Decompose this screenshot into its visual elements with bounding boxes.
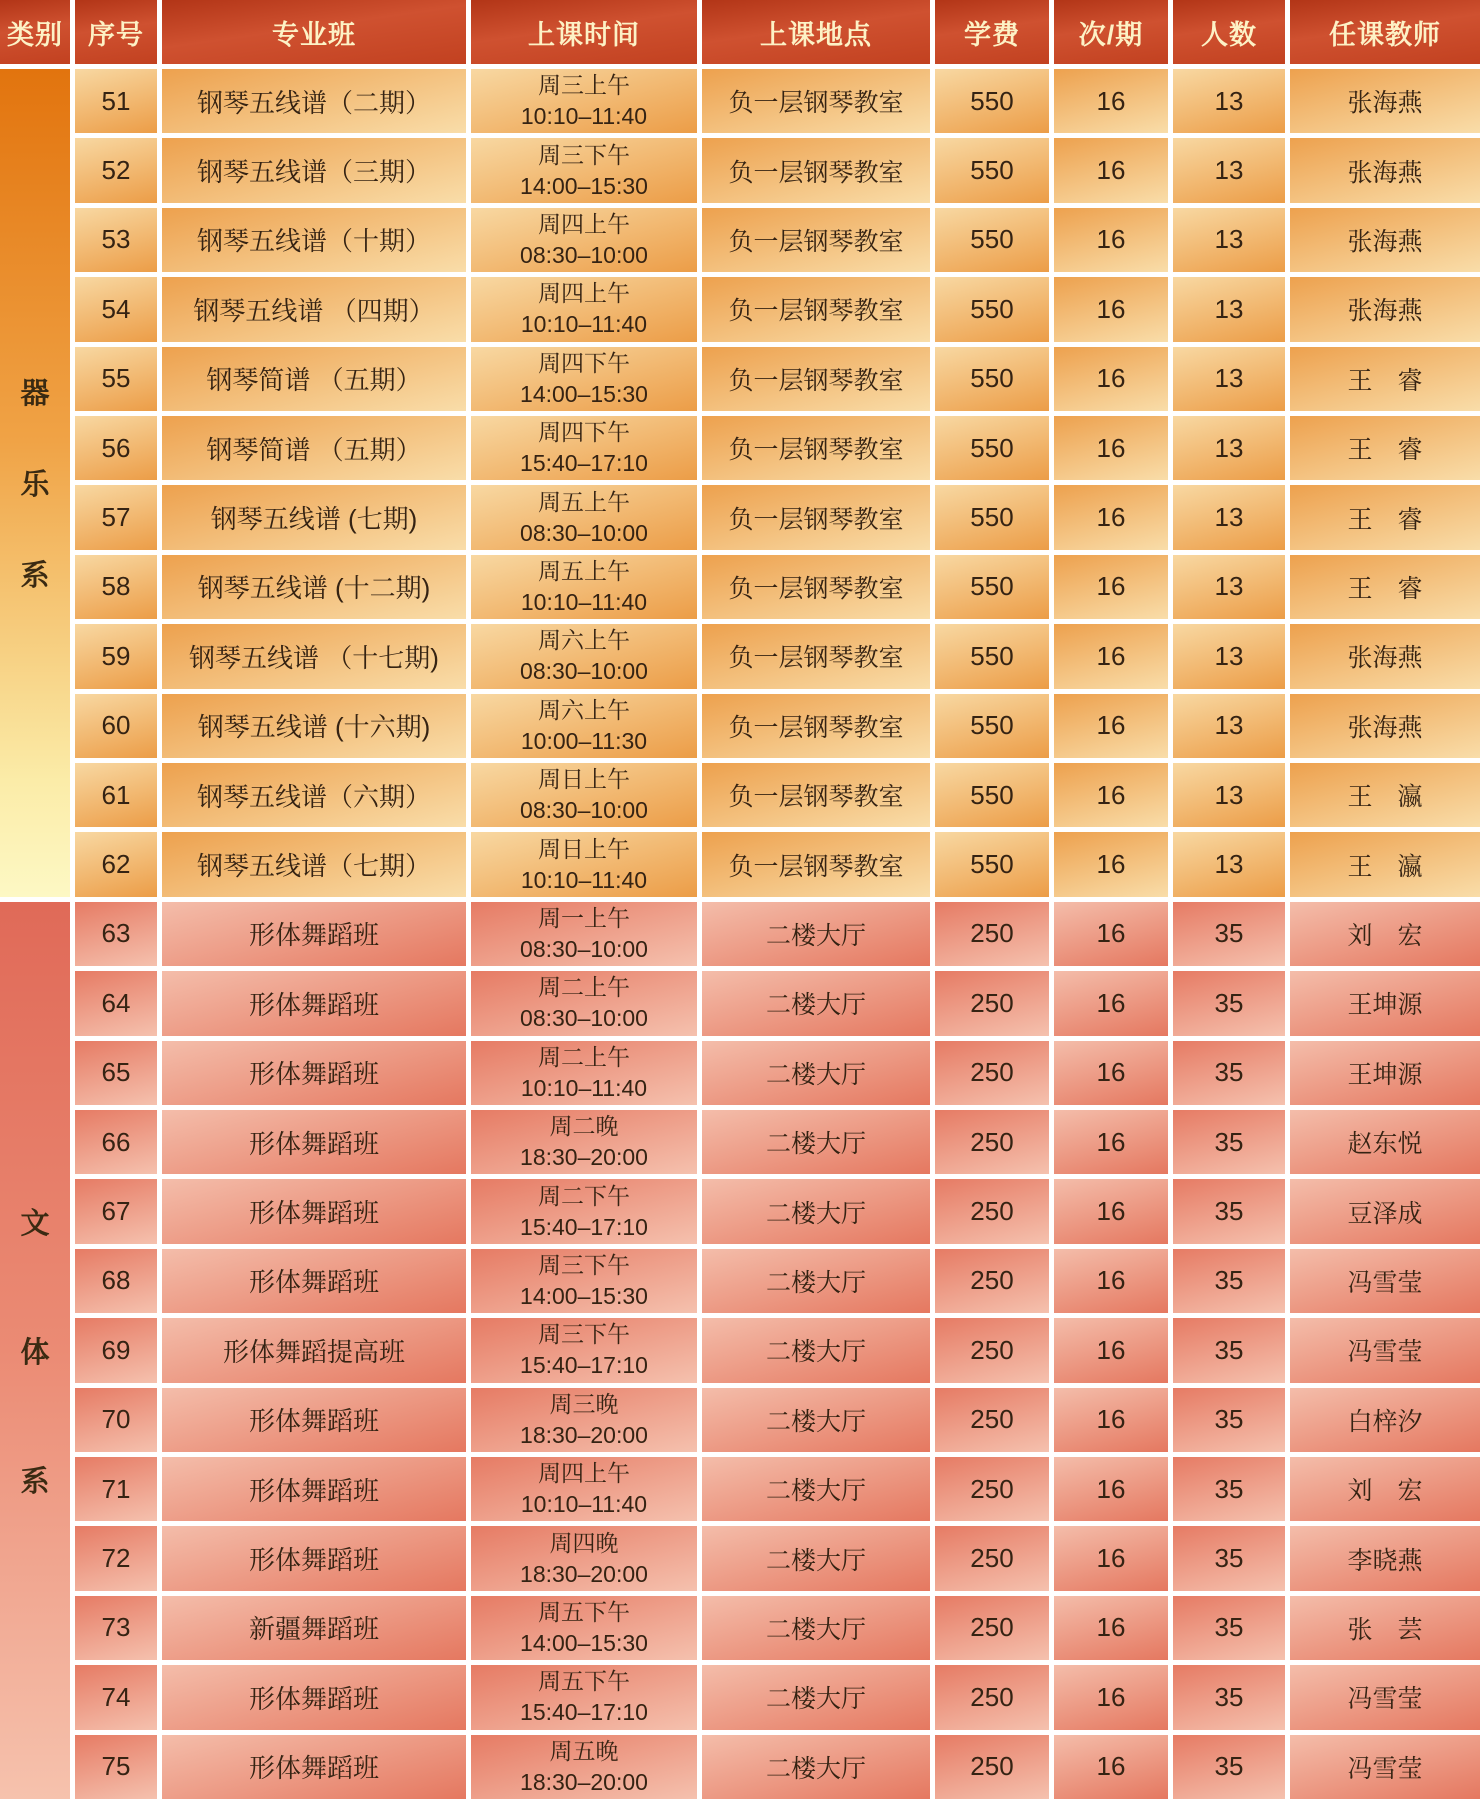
cell-teacher: 王 睿 [1290, 485, 1480, 549]
cell-sessions: 16 [1054, 1041, 1168, 1105]
cell-sessions: 16 [1054, 1526, 1168, 1590]
time-range: 10:10–11:40 [520, 866, 648, 893]
time-range: 15:40–17:10 [520, 1699, 648, 1726]
cell-class: 钢琴五线谱 (七期) [162, 485, 466, 549]
cell-time [471, 138, 697, 202]
time-day: 周四上午 [538, 280, 630, 307]
cell-teacher: 张海燕 [1290, 694, 1480, 758]
cell-no: 66 [75, 1110, 157, 1174]
cell-time [471, 69, 697, 133]
cell-time [471, 416, 697, 480]
cell-sessions: 16 [1054, 208, 1168, 272]
cell-location: 负一层钢琴教室 [702, 416, 930, 480]
cell-no: 58 [75, 555, 157, 619]
time-day: 周五下午 [538, 1598, 630, 1625]
cell-location: 负一层钢琴教室 [702, 208, 930, 272]
category-char: 系 [20, 1465, 50, 1498]
cell-location: 二楼大厅 [702, 902, 930, 966]
cell-class: 形体舞蹈班 [162, 1457, 466, 1521]
cell-fee: 250 [935, 1665, 1049, 1729]
cell-class: 形体舞蹈班 [162, 1388, 466, 1452]
header-teacher: 任课教师 [1290, 0, 1480, 64]
cell-time [471, 694, 697, 758]
cell-time [471, 1179, 697, 1243]
cell-sessions: 16 [1054, 1318, 1168, 1382]
cell-size: 13 [1173, 347, 1285, 411]
cell-location: 二楼大厅 [702, 1735, 930, 1799]
cell-no: 53 [75, 208, 157, 272]
time-range: 10:10–11:40 [520, 103, 648, 130]
time-day: 周二晚 [549, 1113, 619, 1140]
time-range: 14:00–15:30 [520, 1282, 648, 1309]
cell-class: 钢琴简谱 （五期） [162, 416, 466, 480]
cell-size: 35 [1173, 1179, 1285, 1243]
time-range: 15:40–17:10 [520, 450, 648, 477]
cell-class: 钢琴五线谱（二期） [162, 69, 466, 133]
category-char: 器 [20, 378, 50, 411]
cell-location: 二楼大厅 [702, 1457, 930, 1521]
time-range: 08:30–10:00 [520, 1005, 648, 1032]
cell-class: 钢琴五线谱（三期） [162, 138, 466, 202]
cell-class: 钢琴五线谱 （四期） [162, 277, 466, 341]
cell-location: 二楼大厅 [702, 1526, 930, 1590]
cell-time [471, 277, 697, 341]
header-class: 专业班 [162, 0, 466, 64]
time-range: 10:00–11:30 [520, 727, 648, 754]
cell-class: 钢琴五线谱 (十六期) [162, 694, 466, 758]
cell-no: 69 [75, 1318, 157, 1382]
cell-teacher: 张海燕 [1290, 208, 1480, 272]
cell-fee: 250 [935, 1110, 1049, 1174]
cell-fee: 550 [935, 763, 1049, 827]
cell-class: 形体舞蹈班 [162, 971, 466, 1035]
time-range: 18:30–20:00 [520, 1144, 648, 1171]
cell-location: 二楼大厅 [702, 1388, 930, 1452]
cell-fee: 250 [935, 1318, 1049, 1382]
cell-location: 负一层钢琴教室 [702, 832, 930, 896]
time-day: 周六上午 [538, 627, 630, 654]
cell-location: 负一层钢琴教室 [702, 763, 930, 827]
time-day: 周五下午 [538, 1668, 630, 1695]
cell-location: 负一层钢琴教室 [702, 347, 930, 411]
category-char: 体 [20, 1336, 50, 1369]
cell-teacher: 王 瀛 [1290, 832, 1480, 896]
cell-size: 13 [1173, 624, 1285, 688]
cell-sessions: 16 [1054, 1179, 1168, 1243]
time-day: 周六上午 [538, 696, 630, 723]
cell-teacher: 冯雪莹 [1290, 1735, 1480, 1799]
cell-location: 二楼大厅 [702, 1318, 930, 1382]
cell-time [471, 1596, 697, 1660]
time-range: 08:30–10:00 [520, 241, 648, 268]
time-range: 10:10–11:40 [520, 1074, 648, 1101]
header-fee: 学费 [935, 0, 1049, 64]
cell-size: 35 [1173, 1665, 1285, 1729]
cell-class: 形体舞蹈班 [162, 1110, 466, 1174]
cell-size: 13 [1173, 832, 1285, 896]
cell-class: 形体舞蹈提高班 [162, 1318, 466, 1382]
cell-location: 负一层钢琴教室 [702, 485, 930, 549]
cell-fee: 550 [935, 485, 1049, 549]
cell-teacher: 王 瀛 [1290, 763, 1480, 827]
cell-no: 59 [75, 624, 157, 688]
cell-sessions: 16 [1054, 138, 1168, 202]
header-sessions: 次/期 [1054, 0, 1168, 64]
cell-sessions: 16 [1054, 694, 1168, 758]
time-day: 周五上午 [538, 488, 630, 515]
cell-class: 钢琴五线谱 (十二期) [162, 555, 466, 619]
cell-time [471, 347, 697, 411]
time-range: 08:30–10:00 [520, 935, 648, 962]
cell-sessions: 16 [1054, 1110, 1168, 1174]
cell-time [471, 624, 697, 688]
cell-sessions: 16 [1054, 347, 1168, 411]
cell-size: 35 [1173, 1249, 1285, 1313]
cell-location: 负一层钢琴教室 [702, 69, 930, 133]
cell-sessions: 16 [1054, 1457, 1168, 1521]
cell-location: 二楼大厅 [702, 1665, 930, 1729]
category-char: 系 [20, 560, 50, 593]
cell-teacher: 张海燕 [1290, 624, 1480, 688]
cell-fee: 250 [935, 902, 1049, 966]
cell-time [471, 1457, 697, 1521]
time-day: 周五晚 [549, 1737, 619, 1764]
category-char: 文 [20, 1207, 50, 1240]
time-day: 周二上午 [538, 974, 630, 1001]
cell-size: 13 [1173, 208, 1285, 272]
cell-no: 54 [75, 277, 157, 341]
cell-time [471, 485, 697, 549]
cell-size: 35 [1173, 1596, 1285, 1660]
cell-teacher: 张海燕 [1290, 138, 1480, 202]
cell-class: 钢琴简谱 （五期） [162, 347, 466, 411]
time-day: 周三下午 [538, 1251, 630, 1278]
cell-size: 13 [1173, 138, 1285, 202]
cell-size: 13 [1173, 416, 1285, 480]
header-location: 上课地点 [702, 0, 930, 64]
cell-teacher: 张 芸 [1290, 1596, 1480, 1660]
cell-no: 61 [75, 763, 157, 827]
cell-class: 新疆舞蹈班 [162, 1596, 466, 1660]
cell-time [471, 902, 697, 966]
time-day: 周四上午 [538, 1460, 630, 1487]
cell-size: 13 [1173, 485, 1285, 549]
time-day: 周二下午 [538, 1182, 630, 1209]
cell-time [471, 1249, 697, 1313]
cell-class: 钢琴五线谱（七期） [162, 832, 466, 896]
cell-no: 62 [75, 832, 157, 896]
cell-location: 二楼大厅 [702, 1596, 930, 1660]
cell-size: 35 [1173, 902, 1285, 966]
cell-size: 35 [1173, 1457, 1285, 1521]
header-time: 上课时间 [471, 0, 697, 64]
cell-class: 钢琴五线谱（六期） [162, 763, 466, 827]
cell-location: 二楼大厅 [702, 1249, 930, 1313]
cell-no: 74 [75, 1665, 157, 1729]
cell-fee: 550 [935, 832, 1049, 896]
cell-no: 71 [75, 1457, 157, 1521]
cell-sessions: 16 [1054, 1388, 1168, 1452]
cell-time [471, 763, 697, 827]
cell-teacher: 冯雪莹 [1290, 1318, 1480, 1382]
cell-time [471, 971, 697, 1035]
cell-no: 68 [75, 1249, 157, 1313]
cell-size: 13 [1173, 763, 1285, 827]
cell-class: 形体舞蹈班 [162, 902, 466, 966]
cell-no: 56 [75, 416, 157, 480]
cell-fee: 550 [935, 555, 1049, 619]
cell-time [471, 1041, 697, 1105]
cell-no: 55 [75, 347, 157, 411]
cell-fee: 250 [935, 1526, 1049, 1590]
cell-teacher: 豆泽成 [1290, 1179, 1480, 1243]
cell-teacher: 王 睿 [1290, 416, 1480, 480]
cell-sessions: 16 [1054, 902, 1168, 966]
cell-teacher: 王坤源 [1290, 971, 1480, 1035]
header-category: 类别 [0, 0, 70, 64]
time-day: 周五上午 [538, 557, 630, 584]
cell-fee: 250 [935, 971, 1049, 1035]
time-day: 周二上午 [538, 1043, 630, 1070]
cell-size: 13 [1173, 555, 1285, 619]
time-range: 15:40–17:10 [520, 1352, 648, 1379]
cell-class: 形体舞蹈班 [162, 1735, 466, 1799]
time-range: 18:30–20:00 [520, 1560, 648, 1587]
cell-fee: 550 [935, 624, 1049, 688]
time-range: 14:00–15:30 [520, 172, 648, 199]
time-day: 周日上午 [538, 835, 630, 862]
time-day: 周一上午 [538, 904, 630, 931]
cell-fee: 250 [935, 1596, 1049, 1660]
cell-fee: 250 [935, 1735, 1049, 1799]
cell-fee: 250 [935, 1041, 1049, 1105]
cell-fee: 250 [935, 1179, 1049, 1243]
cell-teacher: 王坤源 [1290, 1041, 1480, 1105]
time-day: 周三下午 [538, 1321, 630, 1348]
cell-location: 二楼大厅 [702, 971, 930, 1035]
category-instrumental-music-dept [0, 69, 70, 897]
time-range: 10:10–11:40 [520, 311, 648, 338]
cell-sessions: 16 [1054, 1665, 1168, 1729]
time-day: 周四下午 [538, 419, 630, 446]
cell-teacher: 张海燕 [1290, 69, 1480, 133]
cell-no: 63 [75, 902, 157, 966]
cell-fee: 550 [935, 347, 1049, 411]
time-range: 10:10–11:40 [520, 588, 648, 615]
time-range: 08:30–10:00 [520, 519, 648, 546]
cell-time [471, 1526, 697, 1590]
cell-fee: 550 [935, 416, 1049, 480]
cell-size: 13 [1173, 694, 1285, 758]
cell-sessions: 16 [1054, 485, 1168, 549]
cell-time [471, 1318, 697, 1382]
time-range: 18:30–20:00 [520, 1768, 648, 1795]
cell-fee: 550 [935, 69, 1049, 133]
time-range: 10:10–11:40 [520, 1491, 648, 1518]
cell-class: 形体舞蹈班 [162, 1526, 466, 1590]
cell-time [471, 832, 697, 896]
cell-time [471, 555, 697, 619]
cell-fee: 550 [935, 208, 1049, 272]
cell-fee: 250 [935, 1249, 1049, 1313]
cell-sessions: 16 [1054, 69, 1168, 133]
cell-no: 72 [75, 1526, 157, 1590]
cell-fee: 550 [935, 694, 1049, 758]
time-day: 周三下午 [538, 141, 630, 168]
cell-teacher: 王 睿 [1290, 347, 1480, 411]
time-day: 周四下午 [538, 349, 630, 376]
category-char: 乐 [20, 469, 50, 502]
cell-time [471, 1665, 697, 1729]
cell-sessions: 16 [1054, 416, 1168, 480]
cell-teacher: 刘 宏 [1290, 902, 1480, 966]
cell-size: 35 [1173, 971, 1285, 1035]
cell-teacher: 白梓汐 [1290, 1388, 1480, 1452]
cell-size: 35 [1173, 1110, 1285, 1174]
cell-size: 35 [1173, 1041, 1285, 1105]
cell-no: 75 [75, 1735, 157, 1799]
category-culture-sports-dept [0, 902, 70, 1799]
cell-class: 形体舞蹈班 [162, 1665, 466, 1729]
cell-teacher: 赵东悦 [1290, 1110, 1480, 1174]
cell-teacher: 李晓燕 [1290, 1526, 1480, 1590]
time-range: 15:40–17:10 [520, 1213, 648, 1240]
cell-sessions: 16 [1054, 1596, 1168, 1660]
cell-size: 13 [1173, 277, 1285, 341]
cell-size: 35 [1173, 1388, 1285, 1452]
cell-size: 13 [1173, 69, 1285, 133]
cell-time [471, 1110, 697, 1174]
time-day: 周四晚 [549, 1529, 619, 1556]
cell-teacher: 冯雪莹 [1290, 1665, 1480, 1729]
cell-teacher: 张海燕 [1290, 277, 1480, 341]
cell-time [471, 1388, 697, 1452]
cell-location: 二楼大厅 [702, 1041, 930, 1105]
cell-sessions: 16 [1054, 832, 1168, 896]
cell-sessions: 16 [1054, 277, 1168, 341]
cell-time [471, 1735, 697, 1799]
cell-no: 73 [75, 1596, 157, 1660]
time-day: 周四上午 [538, 210, 630, 237]
cell-no: 65 [75, 1041, 157, 1105]
cell-sessions: 16 [1054, 763, 1168, 827]
cell-location: 负一层钢琴教室 [702, 555, 930, 619]
cell-fee: 250 [935, 1388, 1049, 1452]
cell-no: 57 [75, 485, 157, 549]
cell-no: 51 [75, 69, 157, 133]
cell-class: 钢琴五线谱（十期） [162, 208, 466, 272]
time-range: 14:00–15:30 [520, 1629, 648, 1656]
cell-teacher: 冯雪莹 [1290, 1249, 1480, 1313]
cell-sessions: 16 [1054, 624, 1168, 688]
cell-teacher: 王 睿 [1290, 555, 1480, 619]
cell-fee: 550 [935, 138, 1049, 202]
time-range: 08:30–10:00 [520, 658, 648, 685]
cell-location: 二楼大厅 [702, 1179, 930, 1243]
cell-teacher: 刘 宏 [1290, 1457, 1480, 1521]
cell-no: 67 [75, 1179, 157, 1243]
cell-fee: 550 [935, 277, 1049, 341]
cell-no: 60 [75, 694, 157, 758]
time-day: 周三晚 [549, 1390, 619, 1417]
cell-no: 64 [75, 971, 157, 1035]
cell-sessions: 16 [1054, 555, 1168, 619]
cell-size: 35 [1173, 1318, 1285, 1382]
cell-location: 负一层钢琴教室 [702, 624, 930, 688]
cell-no: 52 [75, 138, 157, 202]
cell-class: 形体舞蹈班 [162, 1179, 466, 1243]
cell-location: 负一层钢琴教室 [702, 138, 930, 202]
cell-class: 钢琴五线谱 （十七期) [162, 624, 466, 688]
cell-sessions: 16 [1054, 1735, 1168, 1799]
time-day: 周三上午 [538, 72, 630, 99]
cell-no: 70 [75, 1388, 157, 1452]
cell-location: 负一层钢琴教室 [702, 694, 930, 758]
cell-size: 35 [1173, 1735, 1285, 1799]
time-range: 18:30–20:00 [520, 1421, 648, 1448]
cell-location: 负一层钢琴教室 [702, 277, 930, 341]
cell-time [471, 208, 697, 272]
cell-class: 形体舞蹈班 [162, 1041, 466, 1105]
header-no: 序号 [75, 0, 157, 64]
cell-class: 形体舞蹈班 [162, 1249, 466, 1313]
cell-location: 二楼大厅 [702, 1110, 930, 1174]
time-range: 08:30–10:00 [520, 797, 648, 824]
time-range: 14:00–15:30 [520, 380, 648, 407]
cell-sessions: 16 [1054, 971, 1168, 1035]
time-day: 周日上午 [538, 766, 630, 793]
cell-fee: 250 [935, 1457, 1049, 1521]
cell-size: 35 [1173, 1526, 1285, 1590]
cell-sessions: 16 [1054, 1249, 1168, 1313]
header-size: 人数 [1173, 0, 1285, 64]
